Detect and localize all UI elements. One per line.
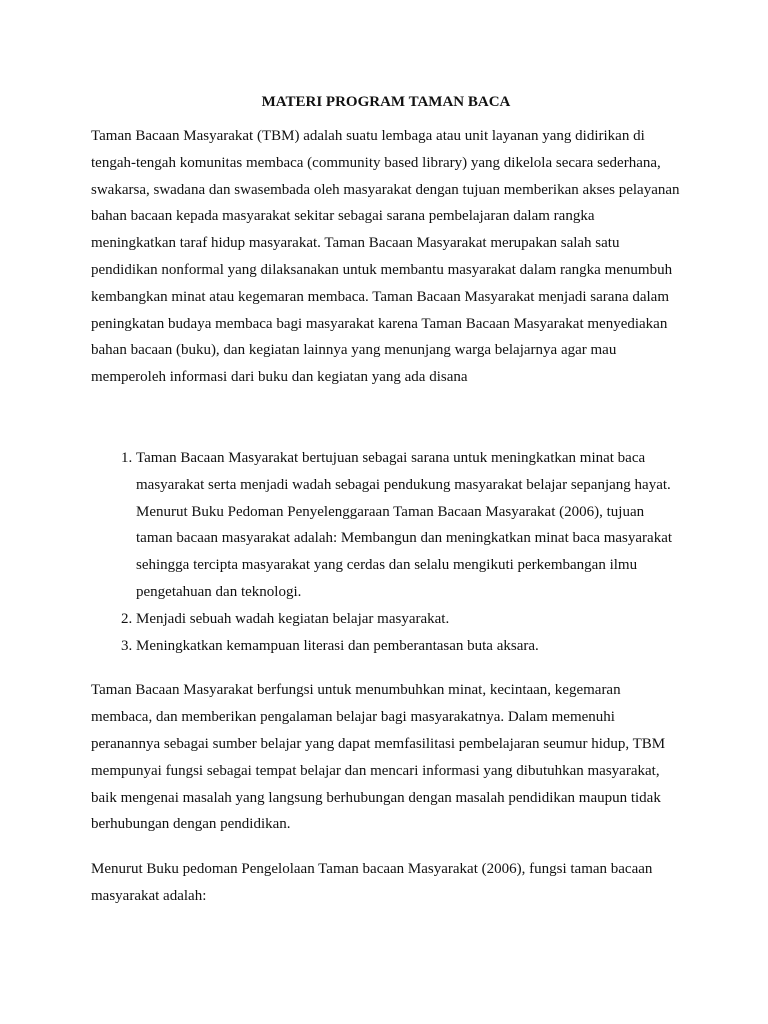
paragraph-function: Taman Bacaan Masyarakat berfungsi untuk menumbuhkan minat, kecintaan, kegemaran membaca, dan memberikan pengalaman belajar bagi masyarakatnya. Dalam memenuhi peranannya sebagai sumber belajar yang dapat memfasilitasi pembelajaran seumur hidup, TBM mempunyai fungsi sebagai tempat belajar dan mencari informasi yang dibutuhkan masyarakat, baik mengenai masalah yang langsung berhubungan dengan masalah pendidikan maupun tidak berhubungan dengan pendidikan. [91,682,666,833]
document-title: MATERI PROGRAM TAMAN BACA [261,94,511,110]
document-body [91,89,681,910]
paragraph-guideline: Menurut Buku pedoman Pengelolaan Taman bacaan Masyarakat (2006), fungsi taman bacaan masyarakat adalah: [91,861,653,904]
list-item: 1. Taman Bacaan Masyarakat bertujuan sebagai sarana untuk meningkatkan minat baca masyarakat serta menjadi wadah sebagai pendukung masyarakat belajar sepanjang hayat. Menurut Buku Pedoman Penyelenggaraan Taman Bacaan Masyarakat (2006), tujuan taman bacaan masyarakat adalah: Membangun dan meningkatkan minat baca masyarakat sehingga tercipta masyarakat yang cerdas dan selalu mengikuti perkembangan ilmu pengetahuan dan teknologi. [136,445,681,606]
paragraph-intro: Taman Bacaan Masyarakat (TBM) adalah suatu lembaga atau unit layanan yang didirikan di tengah-tengah komunitas membaca (community based library) yang dikelola secara sederhana, swakarsa, swadana dan swasembada oleh masyarakat dengan tujuan memberikan akses pelayanan bahan bacaan kepada masyarakat sekitar sebagai sarana pembelajaran dalam rangka meningkatkan taraf hidup masyarakat. Taman Bacaan Masyarakat merupakan salah satu pendidikan nonformal yang dilaksanakan untuk membantu masyarakat dalam rangka menumbuh kembangkan minat atau kegemaran membaca. Taman Bacaan Masyarakat menjadi sarana dalam peningkatan budaya membaca bagi masyarakat karena Taman Bacaan Masyarakat menyediakan bahan bacaan (buku), dan kegiatan lainnya yang menunjang warga belajarnya agar mau memperoleh informasi dari buku dan kegiatan yang ada disana [91,128,680,386]
goals-list [91,445,681,659]
list-item: 3. Meningkatkan kemampuan literasi dan pemberantasan buta aksara. [136,633,681,660]
list-item: 2. Menjadi sebuah wadah kegiatan belajar masyarakat. [136,606,681,633]
